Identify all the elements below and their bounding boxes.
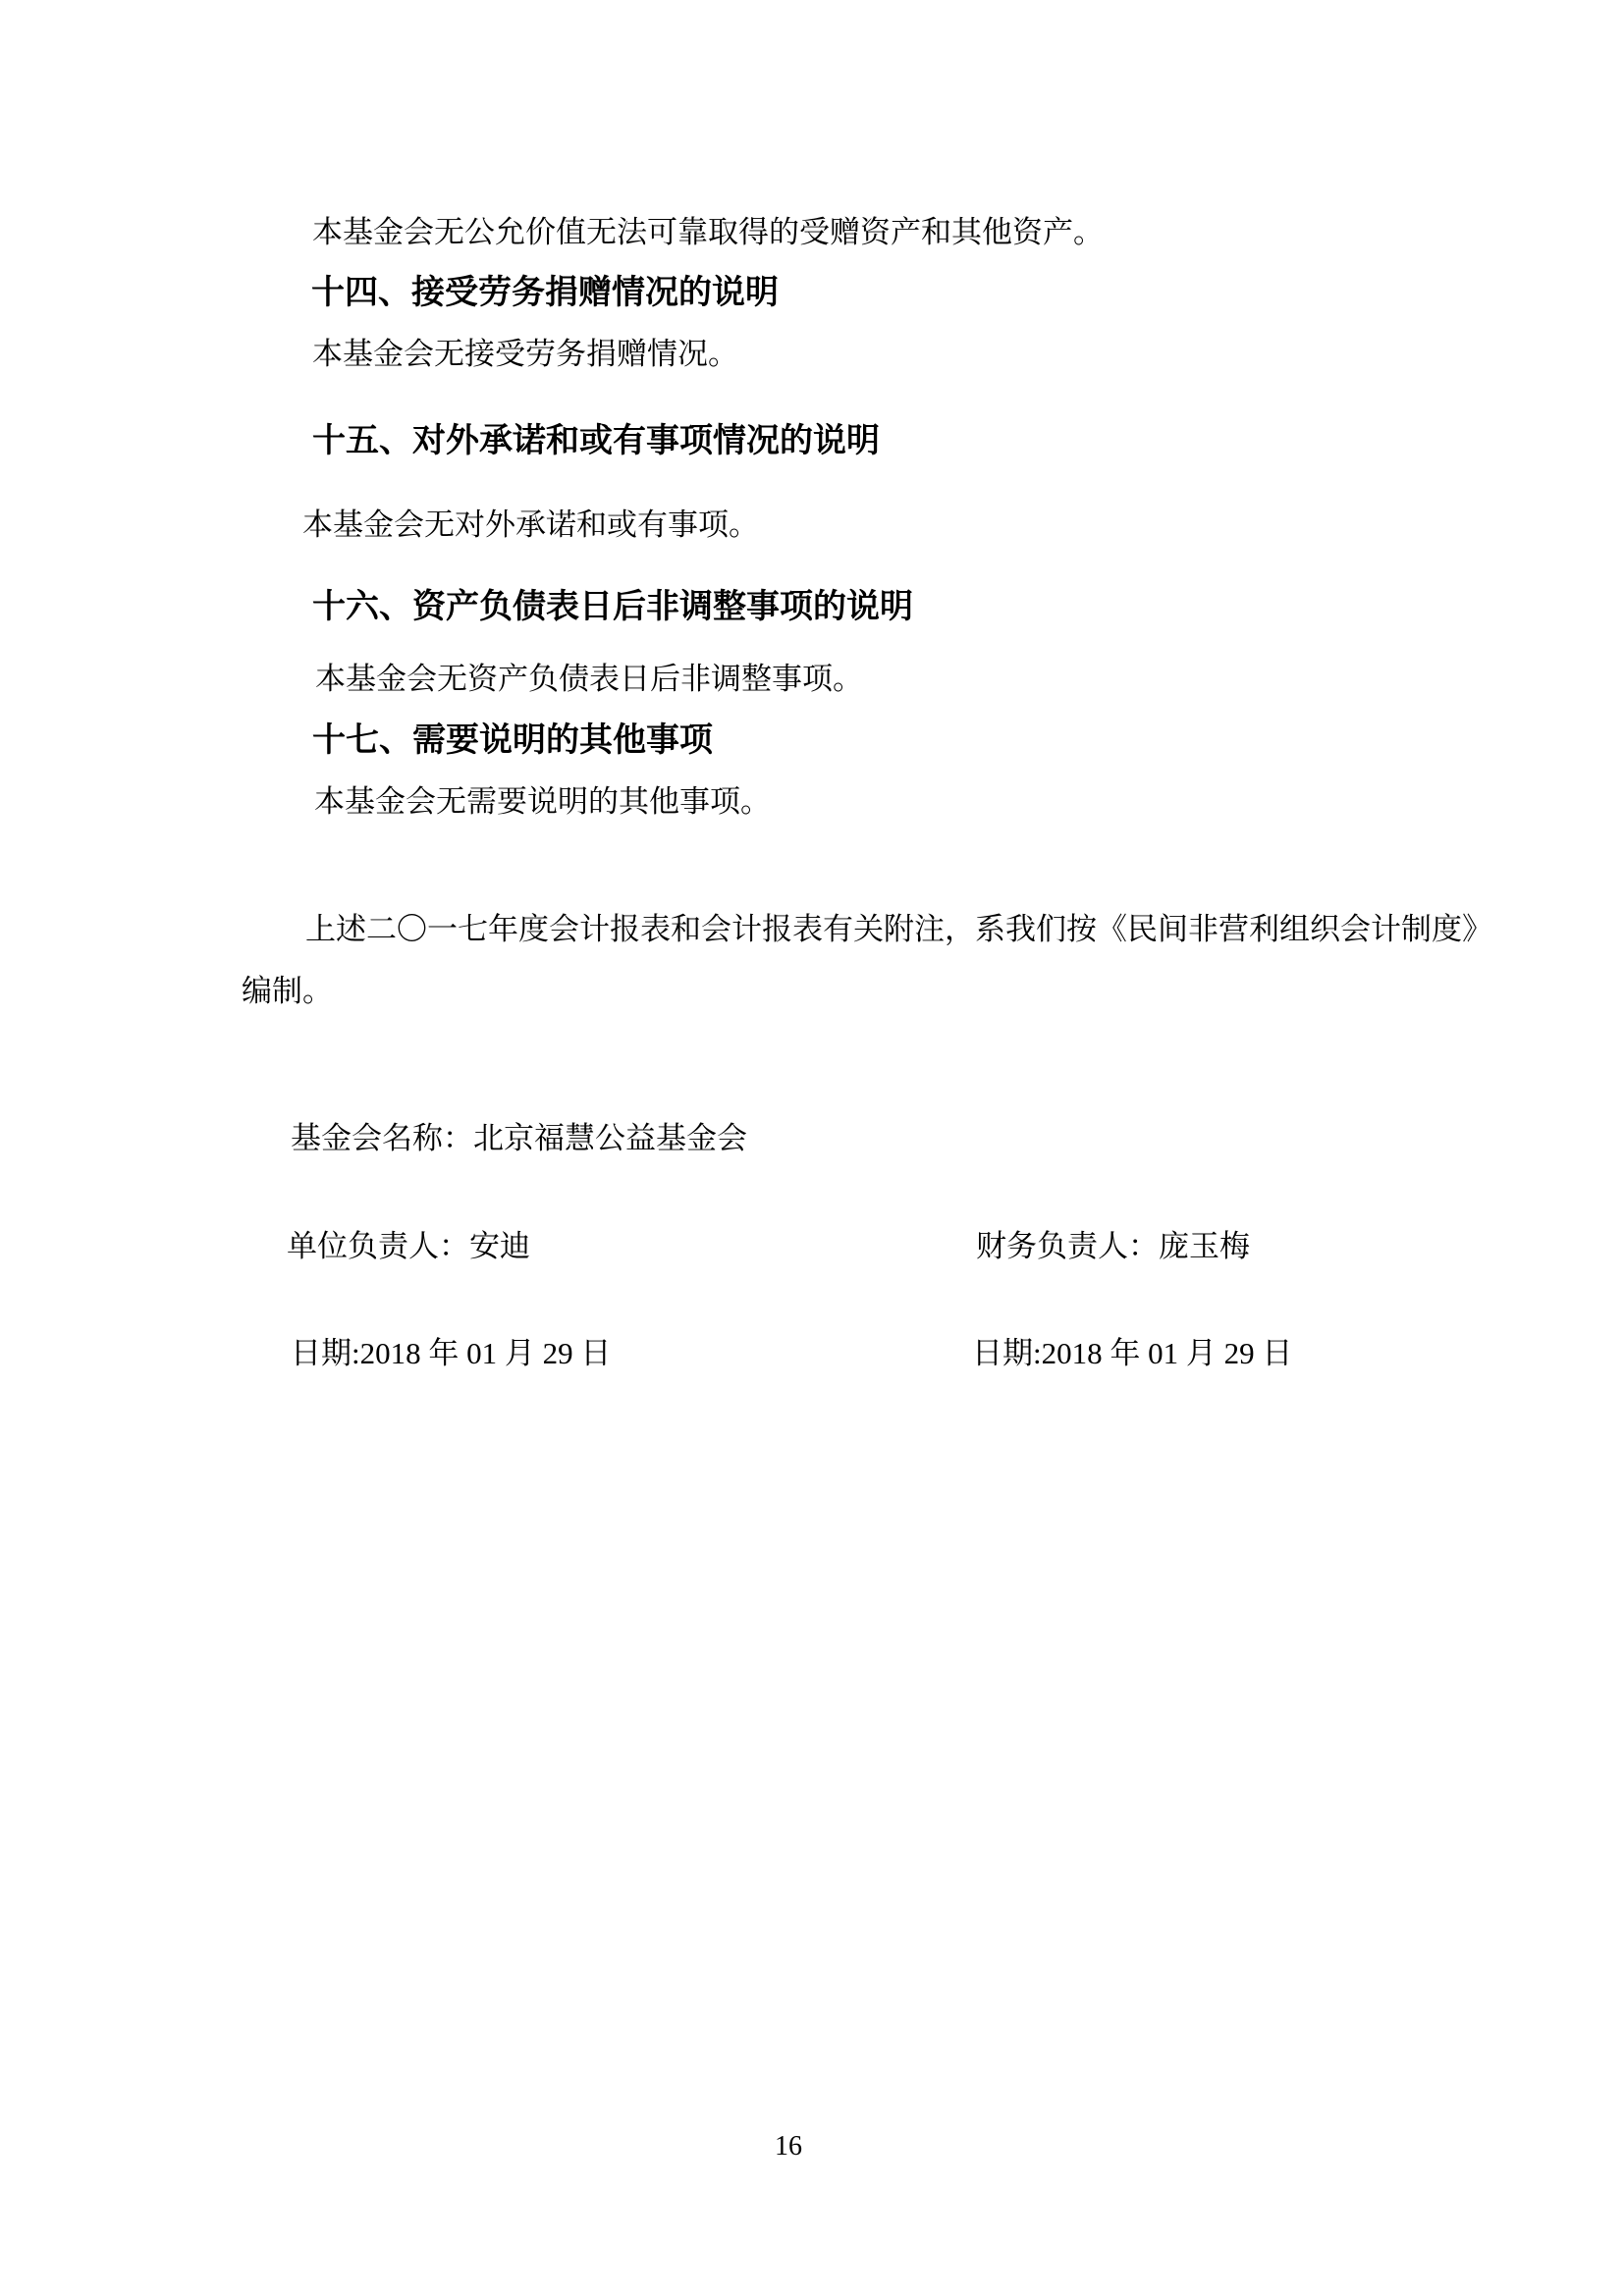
date-left: 日期:2018 年 01 月 29 日 [291,1336,612,1370]
section-17-body: 本基金会无需要说明的其他事项。 [314,784,771,819]
section-16-heading: 十六、资产负债表日后非调整事项的说明 [312,588,913,625]
foundation-name-line: 基金会名称：北京福慧公益基金会 [291,1121,747,1155]
section-15-body: 本基金会无对外承诺和或有事项。 [302,507,759,542]
section-14-heading: 十四、接受劳务捐赠情况的说明 [311,274,779,311]
section-17-heading: 十七、需要说明的其他事项 [312,721,713,759]
unit-head-line: 单位负责人：安迪 [287,1229,530,1263]
intro-paragraph: 本基金会无公允价值无法可靠取得的受赠资产和其他资产。 [312,215,1104,249]
closing-statement-line-1: 上述二〇一七年度会计报表和会计报表有关附注，系我们按《民间非营利组织会计制度》 [305,912,1492,946]
finance-head-line: 财务负责人：庞玉梅 [976,1229,1250,1263]
section-14-body: 本基金会无接受劳务捐赠情况。 [312,337,738,371]
closing-statement-line-2: 编制。 [242,974,333,1008]
section-16-body: 本基金会无资产负债表日后非调整事项。 [315,662,863,696]
section-15-heading: 十五、对外承诺和或有事项情况的说明 [312,422,880,459]
page-number: 16 [775,2131,802,2162]
date-right: 日期:2018 年 01 月 29 日 [972,1336,1293,1370]
